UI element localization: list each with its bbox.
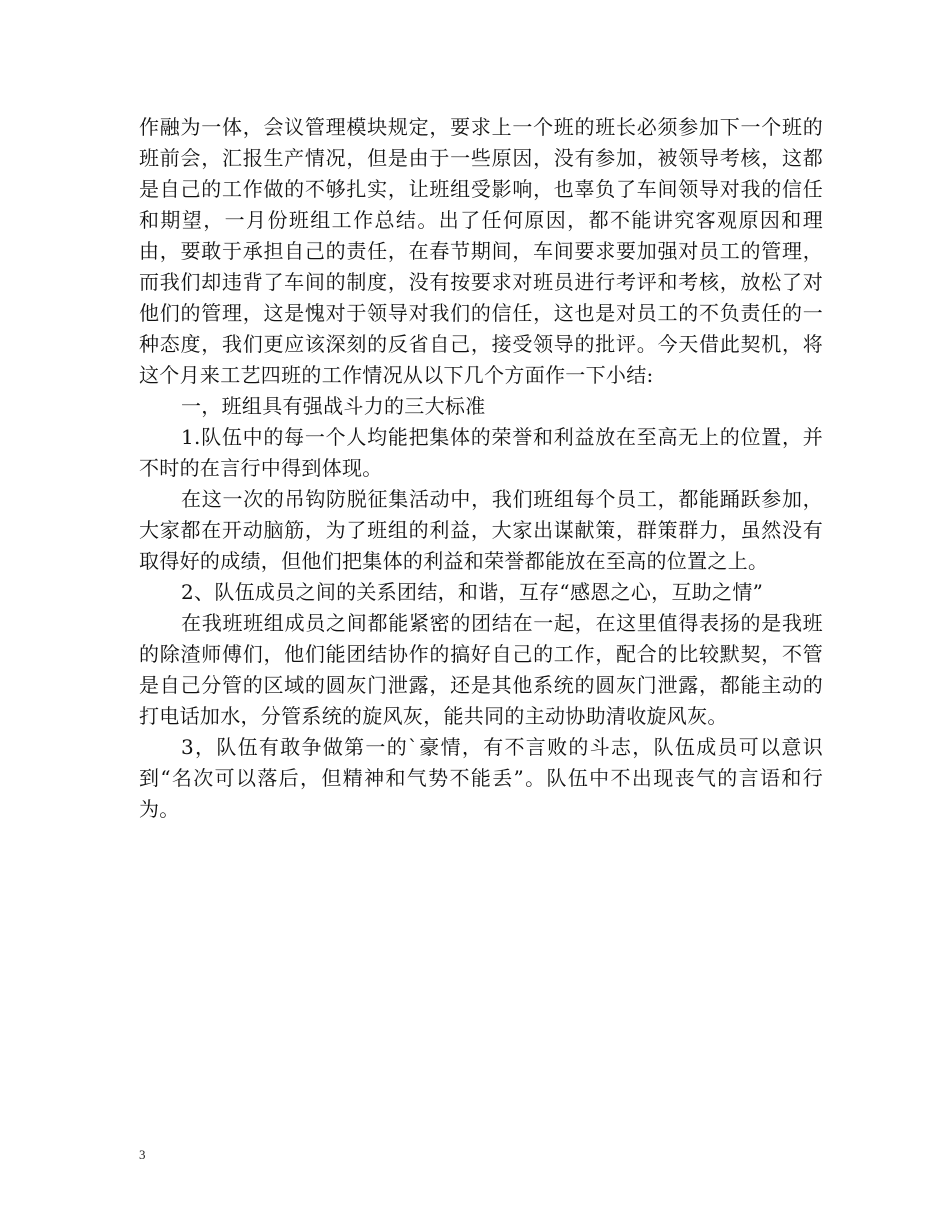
standard-3-paragraph: 3，队伍有敢争做第一的`豪情，有不言败的斗志，队伍成员可以意识到“名次可以落后，但精神和气势不能丢”。队伍中不出现丧气的言语和行为。 — [139, 735, 823, 821]
section-heading: 一，班组具有强战斗力的三大标准 — [181, 394, 486, 418]
page-number: 3 — [139, 1147, 146, 1162]
paragraph-continuation: 作融为一体，会议管理模块规定，要求上一个班的班长必须参加下一个班的班前会，汇报生产情况，但是由于一些原因，没有参加，被领导考核，这都是自己的工作做的不够扎实，让班组受影响，也辜负了车间领导对我的信任和期望，一月份班组工作总结。出了任何原因，都不能讲究客观原因和理由，要敢于承担自己的责任，在春节期间，车间要求要加强对员工的管理，而我们却违背了车间的制度，没有按要求对班员进行考评和考核，放松了对他们的管理，这是愧对于领导对我们的信任，这也是对员工的不负责任的一种态度，我们更应该深刻的反省自己，接受领导的批评。今天借此契机，将这个月来工艺四班的工作情况从以下几个方面作一下小结: — [139, 115, 823, 387]
standard-1-heading: 1.队伍中的每一个人均能把集体的荣誉和利益放在至高无上的位置，并不时的在言行中得到体现。 — [139, 425, 823, 480]
standard-1-body: 在这一次的吊钩防脱征集活动中，我们班组每个员工，都能踊跃参加，大家都在开动脑筋，为了班组的利益，大家出谋献策，群策群力，虽然没有取得好的成绩，但他们把集体的利益和荣誉都能放在至高的位置之上。 — [139, 487, 823, 573]
standard-2-heading: 2、队伍成员之间的关系团结，和谐，互存“感恩之心，互助之情” — [181, 580, 764, 604]
standard-2-body: 在我班班组成员之间都能紧密的团结在一起，在这里值得表扬的是我班的除渣师傅们，他们能团结协作的搞好自己的工作，配合的比较默契，不管是自己分管的区域的圆灰门泄露，还是其他系统的圆灰门泄露，都能主动的打电话加水，分管系统的旋风灰，能共同的主动协助清收旋风灰。 — [139, 611, 823, 728]
page-body — [139, 112, 823, 825]
